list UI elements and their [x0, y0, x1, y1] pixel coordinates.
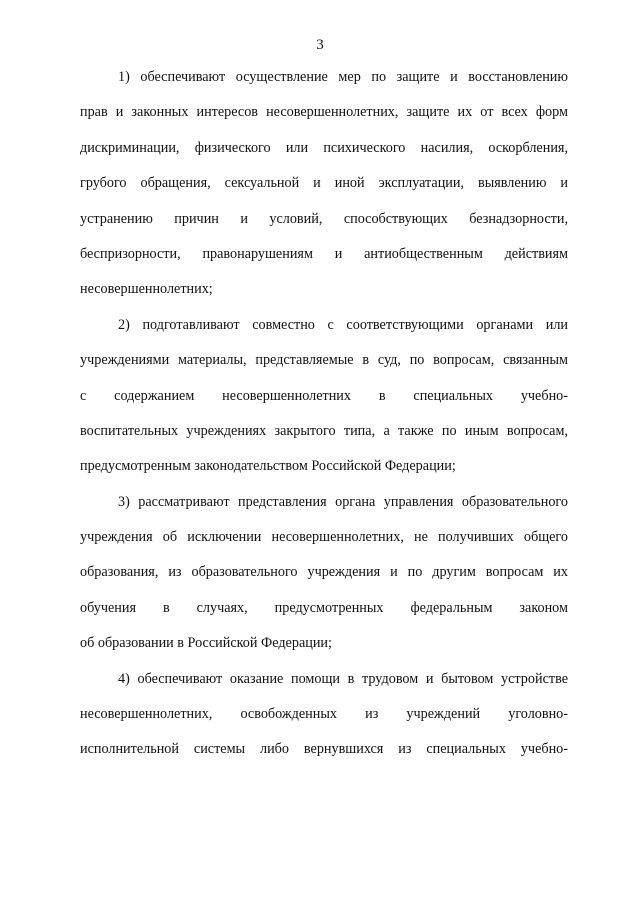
text-line: с содержанием несовершеннолетних в специальных учебно-	[80, 387, 568, 404]
text-line: обучения в случаях, предусмотренных федеральным законом	[80, 599, 568, 616]
text-line: 4) обеспечивают оказание помощи в трудовом и бытовом устройстве	[118, 670, 568, 687]
paragraph-4	[80, 668, 568, 774]
text-line: учреждения об исключении несовершеннолетних, не получивших общего	[80, 529, 568, 546]
text-line: грубого обращения, сексуальной и иной эксплуатации, выявлению и	[80, 175, 568, 192]
paragraph-3	[80, 491, 568, 668]
text-line: несовершеннолетних;	[80, 281, 213, 298]
paragraph-1	[80, 66, 568, 314]
paragraph-2	[80, 314, 568, 491]
text-line: устранению причин и условий, способствующих безнадзорности,	[80, 210, 568, 227]
text-line: дискриминации, физического или психического насилия, оскорбления,	[80, 139, 568, 156]
text-line: 2) подготавливают совместно с соответствующими органами или	[118, 316, 568, 333]
text-line: об образовании в Российской Федерации;	[80, 635, 332, 652]
text-line: воспитательных учреждениях закрытого типа, а также по иным вопросам,	[80, 422, 568, 439]
text-line: учреждениями материалы, представляемые в суд, по вопросам, связанным	[80, 352, 568, 369]
page-number: 3	[316, 37, 324, 53]
text-line: 1) обеспечивают осуществление мер по защите и восстановлению	[118, 69, 568, 85]
text-line: прав и законных интересов несовершеннолетних, защите их от всех форм	[80, 104, 568, 121]
document-body	[80, 66, 568, 774]
text-line: беспризорности, правонарушениям и антиобщественным действиям	[80, 245, 568, 262]
text-line: исполнительной системы либо вернувшихся из специальных учебно-	[80, 741, 568, 758]
text-line: 3) рассматривают представления органа управления образовательного	[118, 493, 568, 510]
text-line: предусмотренным законодательством Российской Федерации;	[80, 458, 456, 475]
text-line: несовершеннолетних, освобожденных из учреждений уголовно-	[80, 706, 568, 723]
text-line: образования, из образовательного учреждения и по другим вопросам их	[80, 564, 568, 581]
